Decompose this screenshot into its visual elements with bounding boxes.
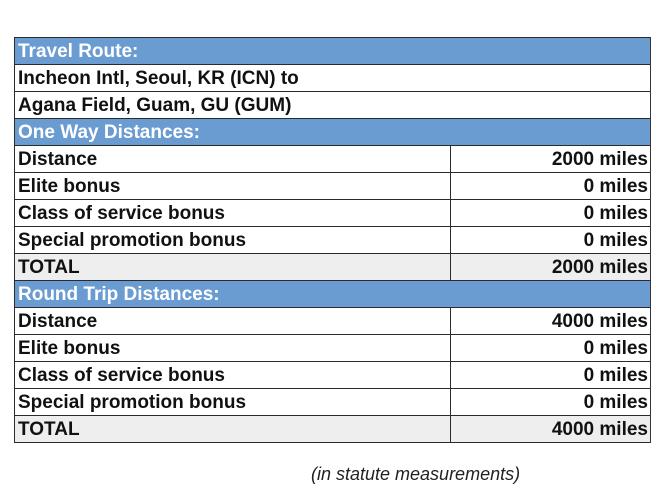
round-trip-elite-row <box>15 335 651 362</box>
round-trip-promo-label: Special promotion bonus <box>15 389 451 416</box>
round-trip-promo-value: 0 miles <box>451 389 651 416</box>
route-origin-row <box>15 65 651 92</box>
right-edge-fade <box>650 0 660 495</box>
one-way-elite-value: 0 miles <box>451 173 651 200</box>
round-trip-elite-label: Elite bonus <box>15 335 451 362</box>
one-way-header-row <box>15 119 651 146</box>
one-way-promo-row <box>15 227 651 254</box>
one-way-total-value: 2000 miles <box>451 254 651 281</box>
one-way-class-value: 0 miles <box>451 200 651 227</box>
one-way-total-row <box>15 254 651 281</box>
one-way-header: One Way Distances: <box>15 119 651 146</box>
round-trip-distance-row <box>15 308 651 335</box>
distance-table <box>14 37 651 443</box>
round-trip-promo-row <box>15 389 651 416</box>
one-way-elite-label: Elite bonus <box>15 173 451 200</box>
one-way-class-row <box>15 200 651 227</box>
round-trip-total-row <box>15 416 651 443</box>
one-way-distance-row <box>15 146 651 173</box>
one-way-promo-value: 0 miles <box>451 227 651 254</box>
footnote: (in statute measurements) <box>311 464 521 484</box>
route-destination: Agana Field, Guam, GU (GUM) <box>15 92 651 119</box>
one-way-total-label: TOTAL <box>15 254 451 281</box>
one-way-elite-row <box>15 173 651 200</box>
round-trip-header-row <box>15 281 651 308</box>
round-trip-distance-value: 4000 miles <box>451 308 651 335</box>
route-origin: Incheon Intl, Seoul, KR (ICN) to <box>15 65 651 92</box>
one-way-distance-label: Distance <box>15 146 451 173</box>
round-trip-total-value: 4000 miles <box>451 416 651 443</box>
round-trip-total-label: TOTAL <box>15 416 451 443</box>
one-way-class-label: Class of service bonus <box>15 200 451 227</box>
round-trip-class-value: 0 miles <box>451 362 651 389</box>
one-way-distance-value: 2000 miles <box>451 146 651 173</box>
travel-route-header-row <box>15 38 651 65</box>
round-trip-class-label: Class of service bonus <box>15 362 451 389</box>
round-trip-class-row <box>15 362 651 389</box>
round-trip-header: Round Trip Distances: <box>15 281 651 308</box>
route-destination-row <box>15 92 651 119</box>
travel-route-header: Travel Route: <box>15 38 651 65</box>
round-trip-elite-value: 0 miles <box>451 335 651 362</box>
round-trip-distance-label: Distance <box>15 308 451 335</box>
one-way-promo-label: Special promotion bonus <box>15 227 451 254</box>
